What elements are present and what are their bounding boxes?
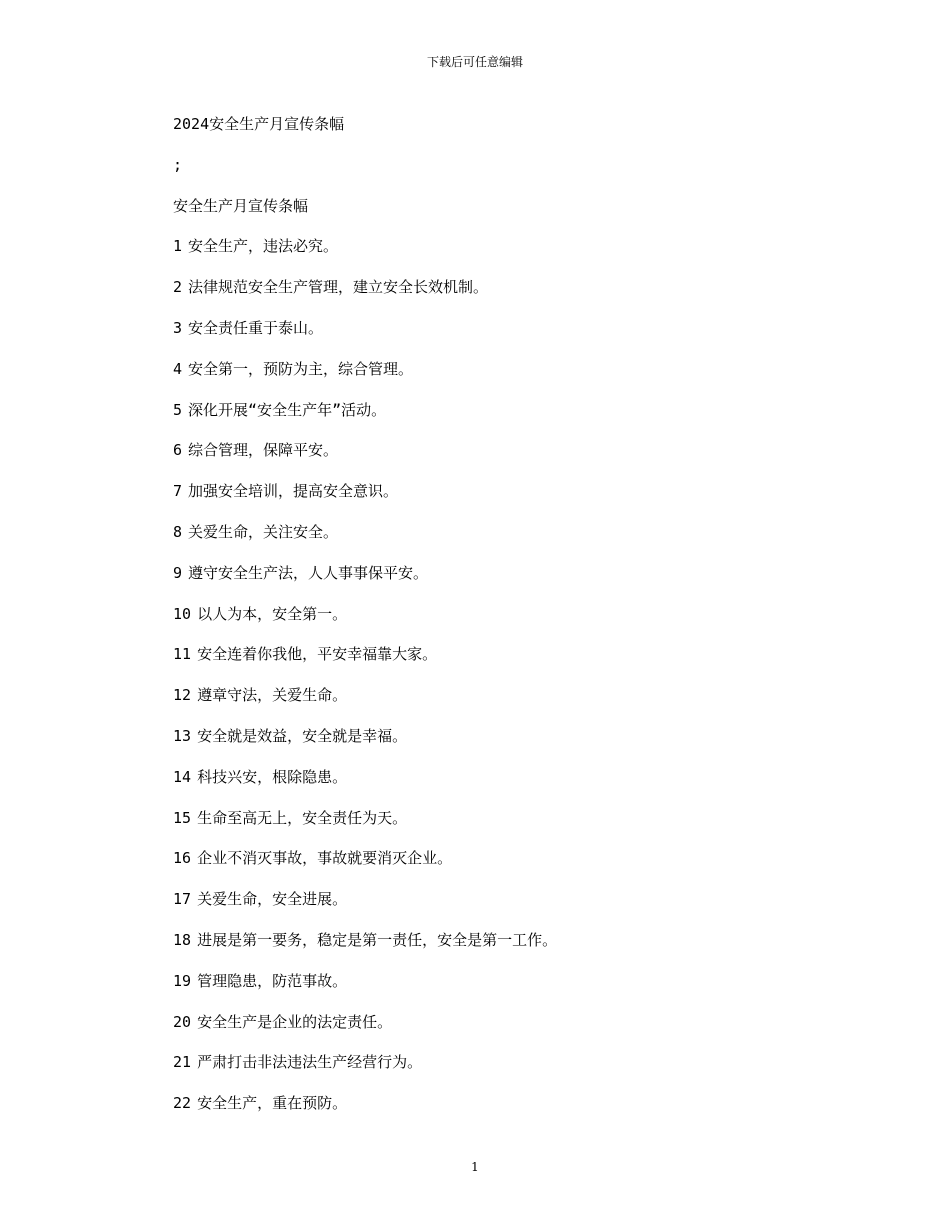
slogan-item <box>173 400 813 420</box>
slogan-text: 遵守安全生产法，人人事事保平安。 <box>188 563 429 582</box>
document-title: 2024安全生产月宣传条幅 <box>173 115 345 133</box>
slogan-text: 以人为本，安全第一。 <box>197 604 348 623</box>
slogan-item <box>173 563 813 583</box>
slogan-number: 4 <box>173 359 183 378</box>
document-subtitle: 安全生产月宣传条幅 <box>173 196 309 215</box>
document-body <box>173 114 813 1134</box>
slogan-number: 13 <box>173 726 192 745</box>
slogan-item <box>173 930 813 950</box>
slogan-item <box>173 889 813 909</box>
slogan-item <box>173 971 813 991</box>
slogan-text: 管理隐患，防范事故。 <box>197 971 348 990</box>
slogan-number: 14 <box>173 767 192 786</box>
slogan-item <box>173 318 813 338</box>
slogan-number: 18 <box>173 930 192 949</box>
slogan-text: 法律规范安全生产管理，建立安全长效机制。 <box>188 278 489 297</box>
slogan-number: 1 <box>173 237 183 256</box>
slogan-item <box>173 481 813 501</box>
slogan-text: 关爱生命，安全进展。 <box>197 890 348 909</box>
page-number-text: 1 <box>471 1160 479 1174</box>
slogan-text: 加强安全培训，提高安全意识。 <box>188 482 399 501</box>
slogan-number: 7 <box>173 482 183 501</box>
page-header <box>0 54 950 70</box>
slogan-text: 进展是第一要务，稳定是第一责任，安全是第一工作。 <box>197 930 558 949</box>
slogan-number: 20 <box>173 1012 192 1031</box>
slogan-number: 16 <box>173 849 192 868</box>
slogan-item <box>173 726 813 746</box>
slogan-text: 综合管理，保障平安。 <box>188 441 339 460</box>
slogan-item <box>173 685 813 705</box>
slogan-text: 遵章守法，关爱生命。 <box>197 686 348 705</box>
slogan-item <box>173 808 813 828</box>
slogan-item <box>173 1093 813 1113</box>
slogan-number: 15 <box>173 808 192 827</box>
slogan-text: 安全责任重于泰山。 <box>188 318 324 337</box>
slogan-item <box>173 1052 813 1072</box>
slogan-number: 6 <box>173 441 183 460</box>
page-number <box>0 1159 950 1175</box>
slogan-text: 安全就是效益，安全就是幸福。 <box>197 726 408 745</box>
slogan-text: 严肃打击非法违法生产经营行为。 <box>197 1053 423 1072</box>
slogan-text: 安全生产，违法必究。 <box>188 237 339 256</box>
slogan-item <box>173 604 813 624</box>
slogan-text: 深化开展“安全生产年”活动。 <box>188 400 387 419</box>
slogan-text: 科技兴安，根除隐患。 <box>197 767 348 786</box>
slogan-number: 10 <box>173 604 192 623</box>
slogan-number: 2 <box>173 278 183 297</box>
slogan-number: 9 <box>173 563 183 582</box>
slogan-number: 12 <box>173 686 192 705</box>
slogan-text: 生命至高无上，安全责任为天。 <box>197 808 408 827</box>
slogan-list <box>173 236 813 1113</box>
slogan-item <box>173 848 813 868</box>
slogan-text: 关爱生命，关注安全。 <box>188 522 339 541</box>
slogan-item <box>173 767 813 787</box>
slogan-number: 3 <box>173 318 183 337</box>
slogan-item <box>173 277 813 297</box>
slogan-item <box>173 236 813 256</box>
slogan-item <box>173 359 813 379</box>
slogan-text: 安全生产，重在预防。 <box>197 1094 348 1113</box>
slogan-number: 8 <box>173 522 183 541</box>
slogan-item <box>173 644 813 664</box>
slogan-text: 安全生产是企业的法定责任。 <box>197 1012 393 1031</box>
slogan-number: 22 <box>173 1094 192 1113</box>
slogan-item <box>173 440 813 460</box>
slogan-number: 19 <box>173 971 192 990</box>
slogan-number: 11 <box>173 645 192 664</box>
slogan-number: 21 <box>173 1053 192 1072</box>
slogan-text: 安全连着你我他，平安幸福靠大家。 <box>197 645 438 664</box>
slogan-number: 17 <box>173 890 192 909</box>
separator-text: ; <box>173 155 183 174</box>
slogan-text: 企业不消灭事故，事故就要消灭企业。 <box>197 849 453 868</box>
slogan-number: 5 <box>173 400 183 419</box>
slogan-item <box>173 1012 813 1032</box>
header-text: 下载后可任意编辑 <box>426 55 523 69</box>
slogan-text: 安全第一，预防为主，综合管理。 <box>188 359 414 378</box>
slogan-item <box>173 522 813 542</box>
